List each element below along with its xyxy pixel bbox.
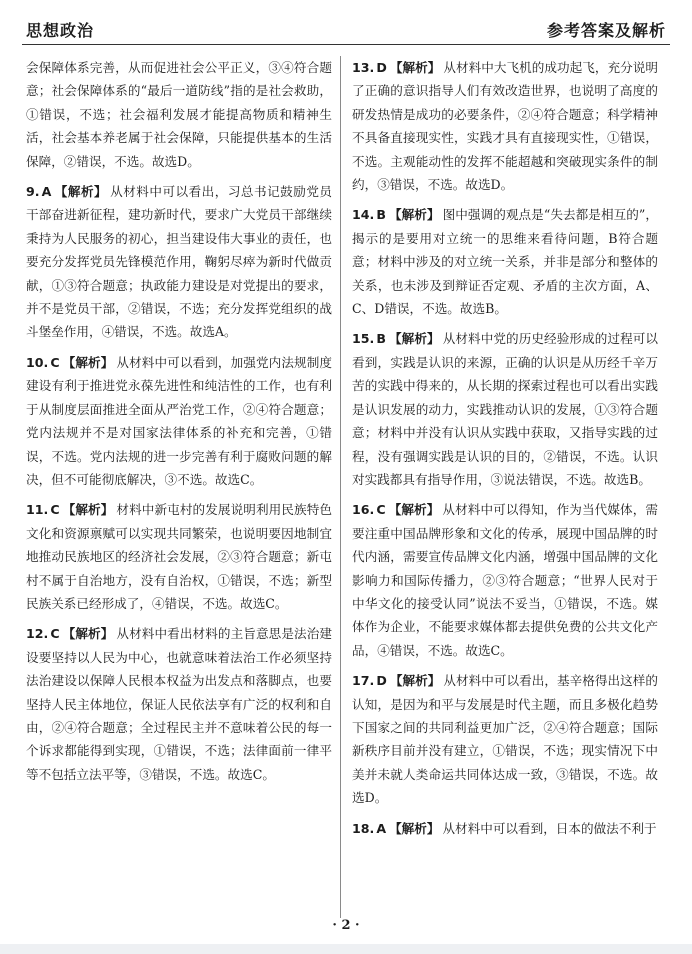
answer-letter: C xyxy=(50,502,60,518)
analysis-text: 从材料中党的历史经验形成的过程可以看到，实践是认识的来源，正确的认识是从历经千辛万苦的实践中得来的，从长期的探索过程也可以看出实践是认识发展的动力，实践推动认识的发展，①③符合题意；材料中并没有认识从实践中获取，又指导实践的过程，没有强调实践是认识的目的，②错误，不选。认识对实践都具有指导作用，③说法错误，不选。故选B。 xyxy=(352,331,659,487)
question-number: 17. xyxy=(352,673,375,689)
answer-item xyxy=(26,351,332,491)
analysis-tag: 【解析】 xyxy=(388,331,440,347)
answer-item xyxy=(352,56,658,196)
question-number: 13. xyxy=(352,60,375,75)
analysis-text: 从材料中大飞机的成功起飞，充分说明了正确的意识指导人们有效改造世界，也说明了高度的研发热情是成功的必要条件，②④符合题意；科学精神不具备直接现实性，实践才具有直接现实性，①错误，不选。主观能动性的发挥不能超越和突破现实条件的制约，③错误，不选。故选D。 xyxy=(352,60,659,193)
answer-item xyxy=(352,498,658,662)
answer-item xyxy=(352,817,658,840)
page-header xyxy=(22,14,670,45)
analysis-tag: 【解析】 xyxy=(62,626,114,642)
answer-letter: B xyxy=(376,207,386,223)
question-number: 15. xyxy=(352,331,375,347)
question-number: 9. xyxy=(26,184,40,200)
answer-item xyxy=(26,622,332,786)
analysis-text: 图中强调的观点是“失去都是相互的”，揭示的是要用对立统一的思维来看待问题，B符合题意；材料中涉及的对立统一关系，并非是部分和整体的关系，也未涉及到辩证否定观、矛盾的主次方面，A、C、D错误，不选。故选B。 xyxy=(352,207,659,317)
subject-title: 思想政治 xyxy=(26,21,95,40)
bottom-band xyxy=(0,944,692,954)
analysis-tag: 【解析】 xyxy=(62,502,114,518)
answer-item xyxy=(352,327,658,491)
analysis-tag: 【解析】 xyxy=(388,207,440,223)
answer-letter: B xyxy=(376,331,386,347)
answer-letter: C xyxy=(50,354,60,370)
answer-item xyxy=(26,180,332,344)
analysis-text: 从材料中可以看出，基辛格得出这样的认知，是因为和平与发展是时代主题，而且多极化趋势下国家之间的共同利益更加广泛，②④符合题意；国际新秩序目前并没有建立，①错误，不选；现实情况下中美并未就人类命运共同体达成一致，③错误，不选。故选D。 xyxy=(352,673,659,806)
answer-letter: D xyxy=(376,673,387,689)
question-number: 12. xyxy=(26,626,49,642)
analysis-text: 从材料中可以得知，作为当代媒体，需要注重中国品牌形象和文化的传承，展现中国品牌的时代内涵，需要宣传品牌文化内涵，增强中国品牌的文化影响力和国际传播力，②③符合题意；“世界人民对于中华文化的接受认同”说法不妥当，①错误，不选。媒体作为企业，不能要求媒体都去提供免费的公共文化产品，④错误，不选。故选C。 xyxy=(352,502,658,658)
question-number: 11. xyxy=(26,502,49,518)
left-column xyxy=(26,56,332,793)
analysis-text: 从材料中可以看到，加强党内法规制度建设有利于推进党永葆先进性和纯洁性的工作，也有利于从制度层面推进全面从严治党工作，②④符合题意；党内法规并不是对国家法律体系的补充和完善，①错误，不选。党内法规的进一步完善有利于腐败问题的解决，但不可能彻底解决，③不选。故选C。 xyxy=(26,354,332,487)
answer-letter: C xyxy=(50,626,60,642)
answer-item xyxy=(352,203,658,320)
analysis-text: 会保障体系完善，从而促进社会公平正义，③④符合题意；社会保障体系的“最后一道防线”指的是社会救助，①错误，不选；社会福利发展才能提高物质和精神生活，社会基本养老属于社会保障，只能提供基本的生活保障，②错误，不选。故选D。 xyxy=(26,60,332,169)
right-column xyxy=(352,56,658,847)
answer-letter: C xyxy=(376,502,386,518)
column-divider xyxy=(340,56,341,918)
question-number: 10. xyxy=(26,354,49,370)
question-number: 18. xyxy=(352,820,375,836)
analysis-tag: 【解析】 xyxy=(389,820,440,836)
page-number: · 2 · xyxy=(332,918,360,933)
analysis-tag: 【解析】 xyxy=(62,354,114,370)
analysis-tag: 【解析】 xyxy=(388,502,440,518)
answer-item xyxy=(26,56,332,173)
analysis-text: 从材料中可以看到，日本的做法不利于 xyxy=(442,820,657,836)
analysis-tag: 【解析】 xyxy=(389,60,441,75)
analysis-text: 从材料中看出材料的主旨意思是法治建设要坚持以人民为中心，也就意味着法治工作必须坚持法治建设以保障人民根本权益为出发点和落脚点，也要坚持人民主体地位，保证人民依法享有广泛的权利和自由，②④符合题意；全过程民主并不意味着公民的每一个诉求都能得到实现，①错误，不选；法律面前一律平等不包括立法平等，③错误，不选。故选C。 xyxy=(26,626,332,782)
analysis-tag: 【解析】 xyxy=(389,673,441,689)
answer-item xyxy=(352,669,658,809)
question-number: 16. xyxy=(352,502,375,518)
answer-item xyxy=(26,498,332,615)
answer-letter: A xyxy=(376,820,387,836)
question-number: 14. xyxy=(352,207,375,223)
section-title: 参考答案及解析 xyxy=(546,21,666,40)
analysis-tag: 【解析】 xyxy=(54,184,108,200)
analysis-text: 从材料中可以看出，习总书记鼓励党员干部奋进新征程，建功新时代，要求广大党员干部继续秉持为人民服务的初心，担当建设伟大事业的责任，也要充分发挥党员先锋模范作用，鞠躬尽瘁为新时代做贡献，①③符合题意；执政能力建设是对党提出的要求，并不是党员干部，②错误，不选；充分发挥党组织的战斗堡垒作用，④错误，不选。故选A。 xyxy=(26,184,333,340)
analysis-text: 材料中新屯村的发展说明利用民族特色文化和资源禀赋可以实现共同繁荣，也说明要因地制宜地推动民族地区的经济社会发展，②③符合题意；新屯村不属于自治地方，没有自治权，①错误，不选；新型民族关系已经形成了，④错误，不选。故选C。 xyxy=(26,502,332,611)
answer-letter: A xyxy=(41,184,52,200)
answer-letter: D xyxy=(376,60,387,75)
